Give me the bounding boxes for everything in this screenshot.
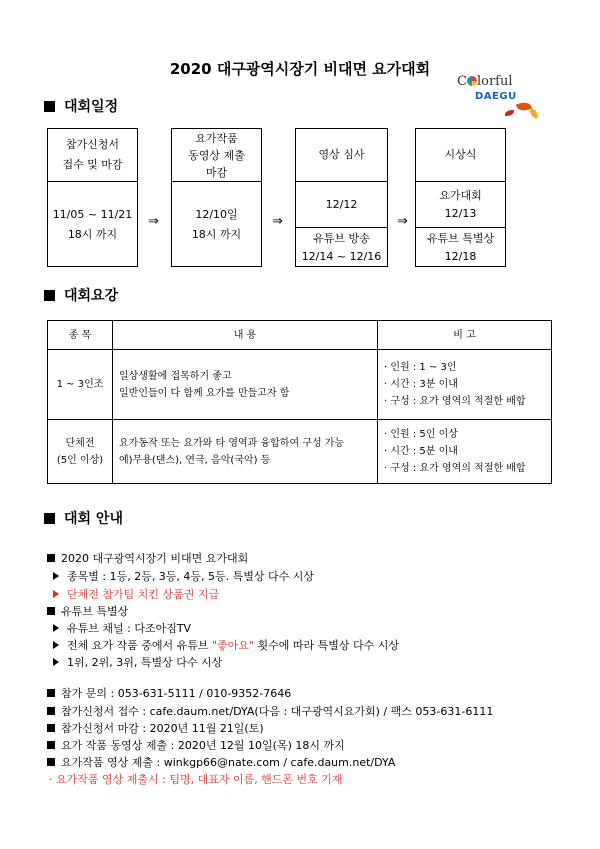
table-row: 1 ~ 3인조 일상생활에 접목하기 좋고 일반인들이 다 함께 요가를 만들고자 함 · 인원 : 1 ~ 3인 · 시간 : 3분 이내 · 구성 : 요가 영역의 적절한 배합 (48, 350, 552, 420)
schedule-box-award: 시상식 요가대회 12/13 유튜브 특별상 12/18 (415, 128, 506, 267)
info-line: 종목별 : 1등, 2등, 3등, 4등, 5등. 특별상 다수 시상 (47, 570, 314, 584)
schedule-box-submit: 요가작품 동영상 제출 마감 12/10일 18시 까지 (171, 128, 262, 267)
info-line: 유튜브 특별상 (47, 605, 128, 619)
table-header: 비 고 (378, 321, 552, 350)
info-line: 전체 요가 작품 중에서 유튜브 "좋아요" 횟수에 따라 특별상 다수 시상 (47, 639, 399, 653)
maple-leaf-icon (505, 110, 514, 116)
section-heading-schedule: 대회일정 (44, 96, 118, 116)
schedule-box-review: 영상 심사 12/12 유튜브 방송 12/14 ~ 12/16 (295, 128, 388, 267)
table-header: 종 목 (48, 321, 113, 350)
info-line: 유튜브 채널 : 다조아짐TV (47, 622, 191, 636)
contact-line: 참가 문의 : 053-631-5111 / 010-9352-7646 (47, 687, 291, 701)
table-row: 단체전 (5인 이상) 요가동작 또는 요가와 타 영역과 융합하여 구성 가능 예)무용(댄스), 연극, 음악(국악) 등 · 인원 : 5인 이상 · 시간 : 5분 이내 · 구성 : 요가 영역의 적절한 배합 (48, 420, 552, 484)
contact-line: 요가 작품 동영상 제출 : 2020년 12월 10일(목) 18시 까지 (47, 739, 345, 753)
color-wheel-icon (467, 76, 477, 86)
document-title: 2020 대구광역시장기 비대면 요가대회 (169, 60, 431, 78)
info-line: 1위, 2위, 3위, 특별상 다수 시상 (47, 656, 222, 670)
guidelines-table (47, 320, 552, 484)
info-line: 단체전 참가팀 치킨 상품권 지급 (47, 588, 219, 602)
contact-line: 참가신청서 마감 : 2020년 11월 21일(토) (47, 722, 264, 736)
section-heading-guidelines: 대회요강 (44, 285, 118, 305)
contact-line: 참가신청서 접수 : cafe.daum.net/DYA(다음 : 대구광역시요가회) / 팩스 053-631-6111 (47, 705, 493, 719)
colorful-daegu-logo: C lorful DAEGU (457, 72, 537, 122)
info-line: 2020 대구광역시장기 비대면 요가대회 (47, 552, 248, 566)
arrow-icon: ⇒ (272, 214, 283, 229)
maple-leaf-icon (528, 108, 540, 119)
submission-note: · 요가작품 영상 제출시 : 팀명, 대표자 이름, 핸드폰 번호 기재 (49, 773, 343, 786)
table-header: 내 용 (113, 321, 378, 350)
arrow-icon: ⇒ (397, 214, 408, 229)
schedule-box-apply: 참가신청서 접수 및 마감 11/05 ~ 11/21 18시 까지 (47, 128, 138, 267)
arrow-icon: ⇒ (148, 214, 159, 229)
contact-line: 요가작품 영상 제출 : winkgp66@nate.com / cafe.daum.net/DYA (47, 756, 395, 770)
section-heading-info: 대회 안내 (44, 508, 123, 528)
